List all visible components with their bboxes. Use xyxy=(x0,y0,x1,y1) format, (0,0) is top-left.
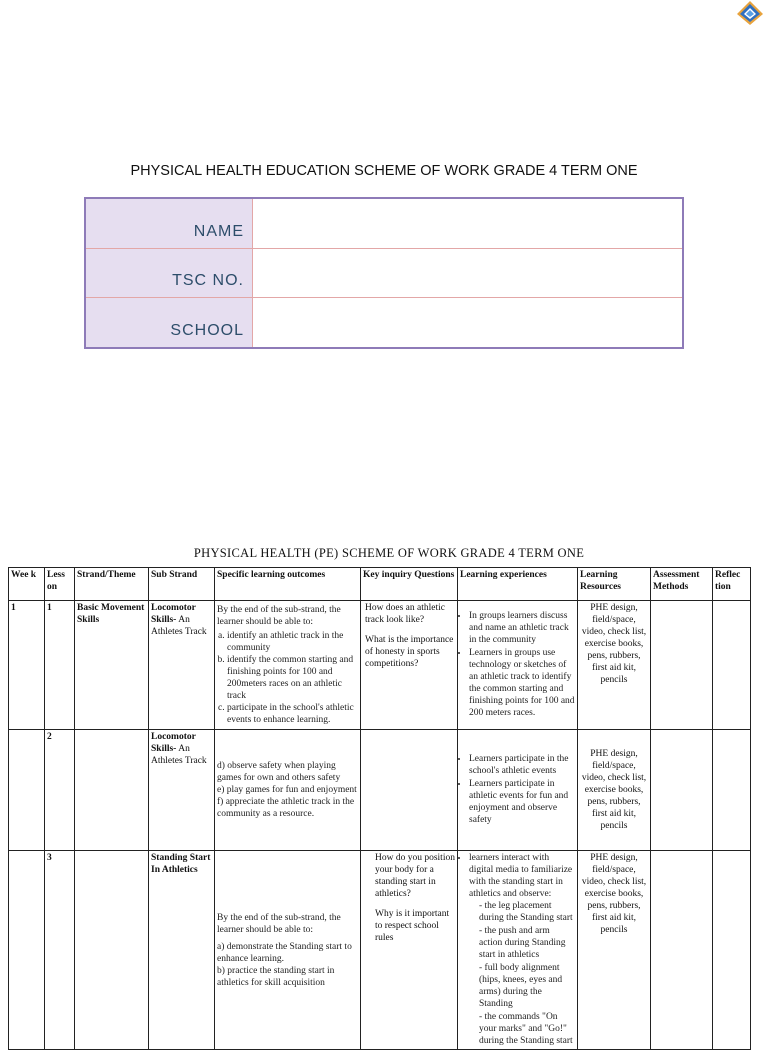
reflection-cell xyxy=(713,730,751,851)
info-row-name xyxy=(86,199,682,249)
strand-cell: Basic Movement Skills xyxy=(75,601,149,730)
name-field[interactable] xyxy=(253,199,682,248)
inquiry-question: Why is it important to respect school rules xyxy=(375,909,450,943)
header-assessment: Assessment Methods xyxy=(651,568,713,601)
info-label: NAME xyxy=(86,199,253,248)
outcome-item: c. participate in the school's athletic events to enhance learning. xyxy=(227,702,358,726)
header-inquiry: Key inquiry Questions xyxy=(361,568,458,601)
inquiry-question: How does an athletic track look like? xyxy=(365,603,445,625)
inquiry-cell xyxy=(361,730,458,851)
experience-subitem: - full body alignment (hips, knees, eyes and arms) during the Standing xyxy=(479,962,575,1010)
substrand-bold: Locomotor Skills- xyxy=(151,732,196,754)
inquiry-question: How do you position your body for a standing start in athletics? xyxy=(375,853,455,899)
experiences-cell xyxy=(458,851,578,1050)
tsc-number-field[interactable] xyxy=(253,249,682,298)
experience-item: • Learners participate in the school's athletic events xyxy=(469,753,575,777)
table-row xyxy=(9,601,751,730)
experiences-list xyxy=(460,610,575,719)
header-outcomes: Specific learning outcomes xyxy=(215,568,361,601)
header-substrand: Sub Strand xyxy=(149,568,215,601)
header-week: Wee k xyxy=(9,568,45,601)
reflection-cell xyxy=(713,601,751,730)
header-strand: Strand/Theme xyxy=(75,568,149,601)
lesson-cell: 1 xyxy=(45,601,75,730)
table-header-row xyxy=(9,568,751,601)
table-row xyxy=(9,851,751,1050)
experience-subitem: - the leg placement during the Standing start xyxy=(479,900,575,924)
experience-item: • Learners in groups use technology or sketches of an athletic track to identify the common starting and finishing points for 100 and 200 meters races. xyxy=(469,647,575,719)
outcome-item: d) observe safety when playing games for own and others safety xyxy=(217,761,341,783)
substrand-cell: Standing Start In Athletics xyxy=(149,851,215,1050)
experiences-cell xyxy=(458,601,578,730)
strand-cell xyxy=(75,851,149,1050)
info-row-school xyxy=(86,298,682,347)
substrand-cell xyxy=(149,601,215,730)
inquiry-cell xyxy=(361,851,458,1050)
outcomes-cell xyxy=(215,730,361,851)
inquiry-cell xyxy=(361,601,458,730)
substrand-rest: An Athletes Track xyxy=(151,744,207,766)
outcome-item: a) demonstrate the Standing start to enhance learning. xyxy=(217,941,352,964)
outcome-item: e) play games for fun and enjoyment xyxy=(217,785,357,795)
document-title: PHYSICAL HEALTH EDUCATION SCHEME OF WORK GRADE 4 TERM ONE xyxy=(130,163,638,179)
experiences-cell xyxy=(458,730,578,851)
experience-intro: learners interact with digital media to familiarize with the standing start in athletics and observe: xyxy=(469,853,573,899)
outcomes-list xyxy=(217,630,358,726)
outcomes-intro: By the end of the sub-strand, the learner should be able to: xyxy=(217,912,341,935)
week-cell: 1 xyxy=(9,601,45,730)
resources-cell: PHE design, field/space, video, check list, exercise books, pens, rubbers, first aid kit, pencils xyxy=(578,730,651,851)
outcomes-intro: By the end of the sub-strand, the learner should be able to: xyxy=(217,605,341,627)
info-row-tsc xyxy=(86,249,682,299)
experience-item xyxy=(469,852,575,1047)
table-row xyxy=(9,730,751,851)
week-cell xyxy=(9,730,45,851)
teacher-info-table xyxy=(84,197,684,349)
info-label: TSC NO. xyxy=(86,249,253,298)
header-resources: Learning Resources xyxy=(578,568,651,601)
inquiry-question: What is the importance of honesty in sports competitions? xyxy=(365,635,454,669)
experience-subitem: - the commands "On your marks" and "Go!" during the Standing start xyxy=(479,1011,575,1047)
lesson-cell: 3 xyxy=(45,851,75,1050)
assessment-cell xyxy=(651,851,713,1050)
scheme-of-work-table xyxy=(8,567,751,1050)
info-label: SCHOOL xyxy=(86,298,253,347)
week-cell xyxy=(9,851,45,1050)
header-experiences: Learning experiences xyxy=(458,568,578,601)
strand-cell xyxy=(75,730,149,851)
substrand-rest: An Athletes Track xyxy=(151,615,207,637)
school-field[interactable] xyxy=(253,298,682,347)
experiences-list xyxy=(460,753,575,826)
substrand-cell xyxy=(149,730,215,851)
resources-cell: PHE design, field/space, video, check list, exercise books, pens, rubbers, first aid kit, pencils xyxy=(578,601,651,730)
assessment-cell xyxy=(651,601,713,730)
scheme-table-title: PHYSICAL HEALTH (PE) SCHEME OF WORK GRADE 4 TERM ONE xyxy=(193,546,585,560)
experience-item: • In groups learners discuss and name an athletic track in the community xyxy=(469,610,575,646)
outcomes-cell xyxy=(215,851,361,1050)
outcome-item: b) practice the standing start in athletics for skill acquisition xyxy=(217,965,335,988)
reflection-cell xyxy=(713,851,751,1050)
outcome-item: b. identify the common starting and finishing points for 100 and 200meters races on an athletic track xyxy=(227,654,358,702)
header-reflection: Reflec tion xyxy=(713,568,751,601)
logo-icon xyxy=(735,0,765,26)
experience-sublist xyxy=(469,900,575,1047)
lesson-cell: 2 xyxy=(45,730,75,851)
experiences-list xyxy=(460,852,575,1047)
outcome-item: f) appreciate the athletic track in the community as a resource. xyxy=(217,797,355,819)
assessment-cell xyxy=(651,730,713,851)
outcome-item: a. identify an athletic track in the community xyxy=(227,630,358,654)
header-lesson: Less on xyxy=(45,568,75,601)
resources-cell: PHE design, field/space, video, check list, exercise books, pens, rubbers, first aid kit, pencils xyxy=(578,851,651,1050)
experience-item: • Learners participate in athletic events for fun and enjoyment and observe safety xyxy=(469,778,575,826)
substrand-bold: Locomotor Skills- xyxy=(151,603,196,625)
outcomes-cell xyxy=(215,601,361,730)
experience-subitem: - the push and arm action during Standing start in athletics xyxy=(479,925,575,961)
